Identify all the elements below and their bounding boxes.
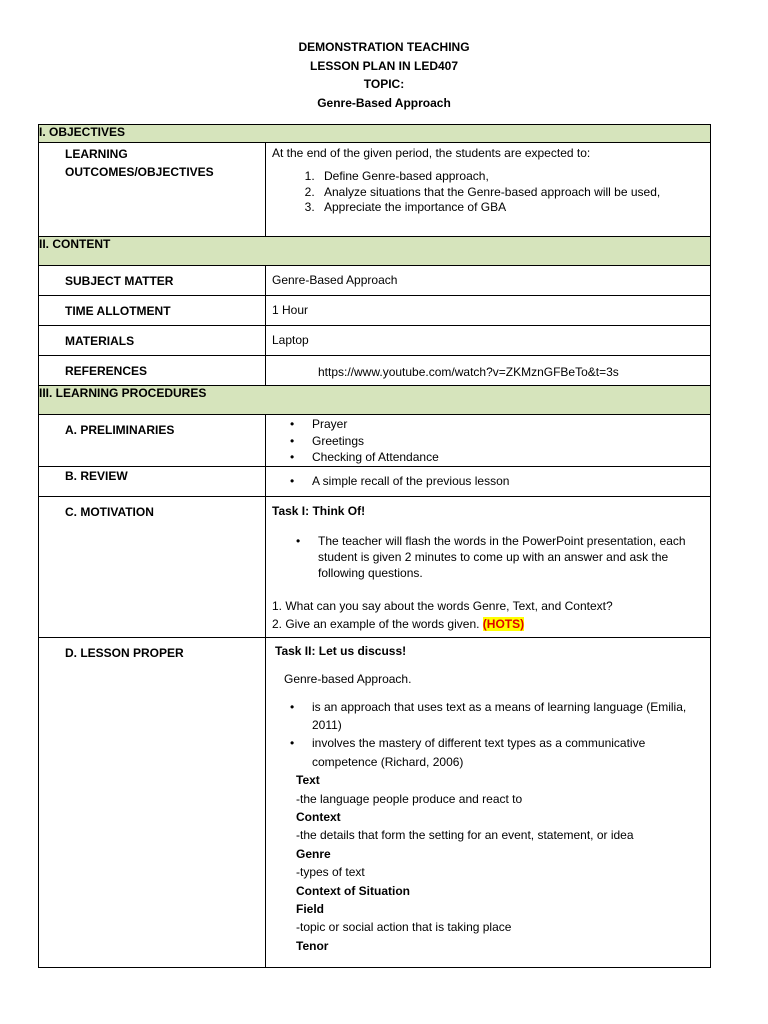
list-item: • Prayer xyxy=(286,416,710,433)
objectives-intro: At the end of the given period, the students are expected to: xyxy=(272,146,591,160)
definition-context: -the details that form the setting for an event, statement, or idea xyxy=(296,828,634,843)
row-preliminaries xyxy=(39,415,711,467)
objectives-list xyxy=(272,169,704,216)
row-review xyxy=(39,466,711,496)
row-references xyxy=(39,356,711,386)
row-label: MATERIALS xyxy=(65,334,135,348)
lesson-plan-table xyxy=(38,124,711,968)
row-materials xyxy=(39,326,711,356)
preliminaries-list xyxy=(266,415,710,466)
list-item: • Greetings xyxy=(286,433,710,450)
reference-link[interactable]: https://www.youtube.com/watch?v=ZKMznGFBeTo&t=3s xyxy=(318,365,619,379)
list-item: • A simple recall of the previous lesson xyxy=(286,473,710,489)
term-context: Context xyxy=(296,809,341,824)
term-context-of-situation: Context of Situation xyxy=(296,883,410,898)
row-value: Genre-Based Approach xyxy=(272,273,398,287)
section-objectives xyxy=(39,125,711,143)
row-subject-matter xyxy=(39,266,711,296)
lesson-task-title: Task II: Let us discuss! xyxy=(275,643,407,658)
section-title: III. LEARNING PROCEDURES xyxy=(39,386,711,415)
term-tenor: Tenor xyxy=(296,938,329,953)
hots-tag: (HOTS) xyxy=(482,616,525,631)
review-list xyxy=(266,467,710,489)
motivation-task-title: Task I: Think Of! xyxy=(272,503,366,518)
row-label: REFERENCES xyxy=(65,364,148,378)
definition-text: -the language people produce and react to xyxy=(296,791,523,806)
objective-item: 3. Appreciate the importance of GBA xyxy=(318,200,704,216)
row-time-allotment xyxy=(39,296,711,326)
row-label: C. MOTIVATION xyxy=(65,504,154,519)
header-subtitle: LESSON PLAN IN LED407 xyxy=(309,58,459,73)
list-item: • involves the mastery of different text types as a communicative competence (Richard, 2006) xyxy=(286,734,704,771)
row-label: LEARNING OUTCOMES/OBJECTIVES xyxy=(65,147,214,179)
header-topic: Genre-Based Approach xyxy=(317,95,451,110)
objective-item: 2. Analyze situations that the Genre-based approach will be used, xyxy=(318,185,704,201)
list-item: • Checking of Attendance xyxy=(286,449,710,466)
section-procedures xyxy=(39,386,711,415)
list-item: • The teacher will flash the words in the PowerPoint presentation, each student is given 2 minutes to come up with an answer and ask the following questions. xyxy=(292,533,696,581)
list-item: • is an approach that uses text as a means of learning language (Emilia, 2011) xyxy=(286,698,704,735)
header-title: DEMONSTRATION TEACHING xyxy=(298,40,470,54)
header-topic-label: TOPIC: xyxy=(363,77,405,91)
motivation-list xyxy=(272,533,704,581)
row-label: TIME ALLOTMENT xyxy=(65,304,171,318)
row-learning-outcomes xyxy=(39,143,711,237)
row-motivation xyxy=(39,496,711,637)
lesson-intro: Genre-based Approach. xyxy=(284,671,412,686)
row-label: A. PRELIMINARIES xyxy=(65,423,175,437)
term-genre: Genre xyxy=(296,846,331,861)
definition-field: -topic or social action that is taking place xyxy=(296,920,512,935)
objective-item: 1. Define Genre-based approach, xyxy=(318,169,704,185)
section-content xyxy=(39,237,711,266)
term-text: Text xyxy=(296,773,320,788)
lesson-bullet-list xyxy=(272,698,704,772)
motivation-question-1: 1. What can you say about the words Genre, Text, and Context? xyxy=(272,598,613,613)
row-value: 1 Hour xyxy=(272,303,309,317)
section-title: II. CONTENT xyxy=(39,237,711,266)
row-label: D. LESSON PROPER xyxy=(65,645,184,660)
section-title: I. OBJECTIVES xyxy=(39,125,711,143)
row-lesson-proper xyxy=(39,637,711,967)
document-header xyxy=(0,38,768,112)
row-label: B. REVIEW xyxy=(65,468,128,483)
definition-genre: -types of text xyxy=(296,865,365,880)
motivation-question-2: 2. Give an example of the words given. (HOTS) xyxy=(272,616,525,631)
row-label: SUBJECT MATTER xyxy=(65,274,174,288)
term-field: Field xyxy=(296,901,325,916)
row-value: Laptop xyxy=(272,333,309,347)
